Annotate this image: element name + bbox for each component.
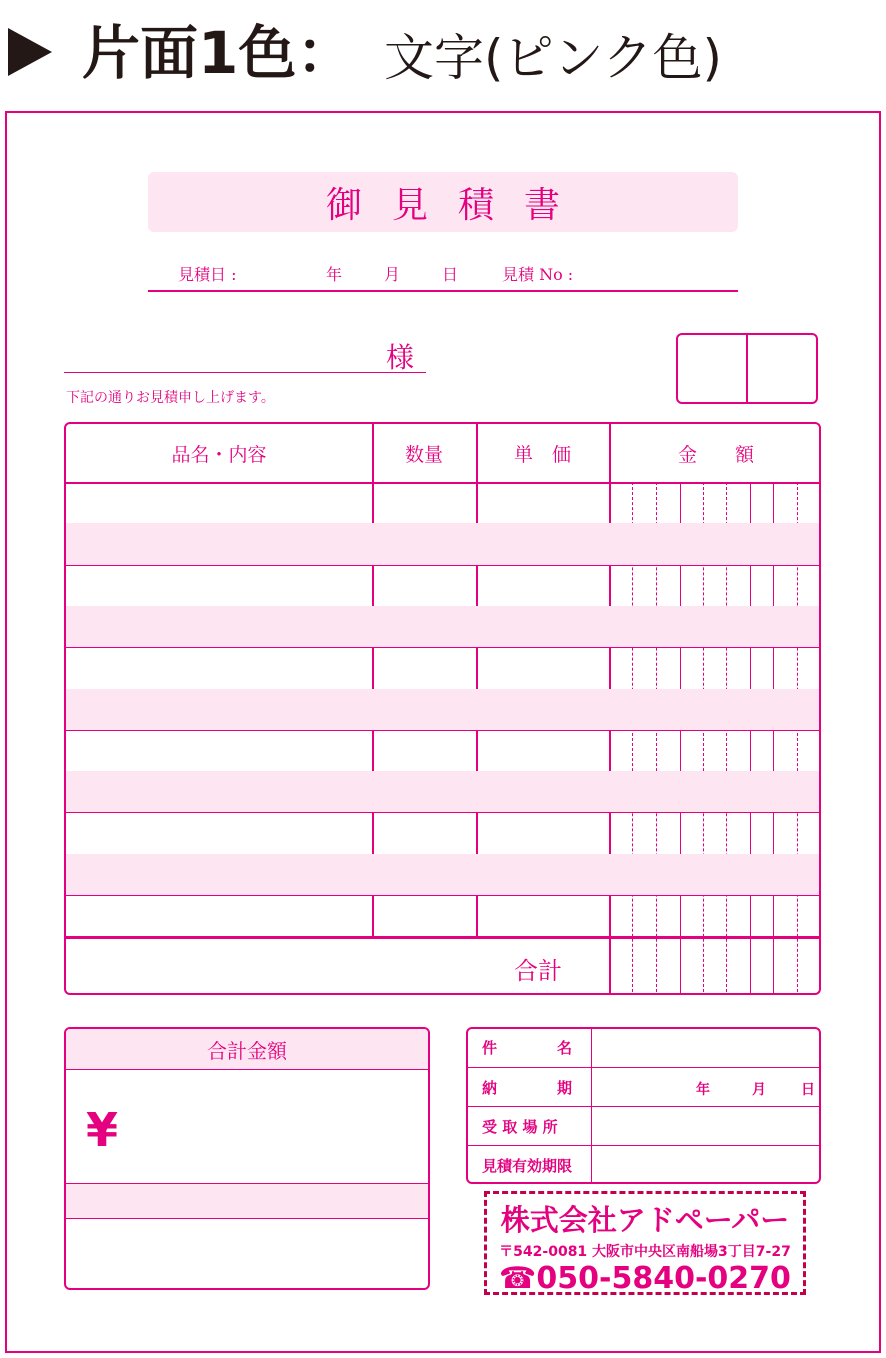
items-table	[64, 422, 821, 995]
recipient-line	[64, 372, 426, 373]
info-day: 日	[801, 1082, 815, 1098]
table-row-band	[66, 523, 819, 564]
info-year: 年	[696, 1082, 710, 1098]
heading-sub: 文字(ピンク色)	[384, 29, 723, 87]
info-row-deadline	[468, 1067, 819, 1106]
header-divider	[66, 482, 819, 484]
header-item: 品名・内容	[171, 443, 267, 466]
table-row-band	[66, 689, 819, 730]
header-amount: 金 額	[677, 443, 754, 466]
header-quantity: 数量	[404, 443, 443, 466]
estimate-no-label: 見積 No :	[502, 265, 574, 284]
table-row-divider	[66, 565, 819, 566]
info-row-place	[468, 1106, 819, 1145]
table-row-band	[66, 854, 819, 895]
table-row-divider	[66, 647, 819, 648]
info-month: 月	[752, 1082, 766, 1098]
info-label-deadline: 納 期	[468, 1068, 592, 1106]
info-label-validity: 見積有効期限	[468, 1146, 592, 1184]
sama-label: 様	[386, 341, 415, 374]
info-label-subject: 件 名	[468, 1028, 592, 1067]
form-title: 御見積書	[325, 184, 590, 226]
table-row-divider	[66, 895, 819, 896]
play-triangle-icon	[8, 28, 52, 76]
total-divider	[66, 936, 819, 939]
total-amount-band	[66, 1183, 428, 1219]
year-label: 年	[326, 265, 343, 284]
total-label: 合計	[514, 957, 562, 985]
day-label: 日	[442, 265, 459, 284]
info-box	[466, 1027, 821, 1184]
company-tel: ☎050-5840-0270	[499, 1261, 791, 1296]
total-amount-box	[64, 1027, 430, 1290]
yen-sign: ¥	[86, 1103, 119, 1157]
company-name: 株式会社アドペーパー	[500, 1203, 790, 1237]
month-label: 月	[384, 265, 401, 284]
form-title-band	[148, 172, 738, 232]
info-row-validity	[468, 1145, 819, 1184]
date-label: 見積日 :	[178, 265, 237, 284]
table-row-divider	[66, 730, 819, 731]
company-stamp	[484, 1191, 806, 1295]
table-row-band	[66, 606, 819, 647]
info-row-subject	[468, 1028, 819, 1067]
heading-main: 片面1色：	[82, 19, 355, 87]
total-amount-title: 合計金額	[66, 1029, 428, 1070]
intro-note: 下記の通りお見積申し上げます。	[66, 390, 275, 406]
table-row-band	[66, 771, 819, 812]
date-row	[148, 262, 738, 292]
table-row-divider	[66, 812, 819, 813]
seal-box-divider	[746, 333, 748, 404]
company-address: 〒542-0081 大阪市中央区南船場3丁目7-27	[499, 1244, 791, 1260]
info-label-place: 受 取 場 所	[468, 1107, 592, 1145]
header-unit-price: 単 価	[513, 443, 571, 466]
